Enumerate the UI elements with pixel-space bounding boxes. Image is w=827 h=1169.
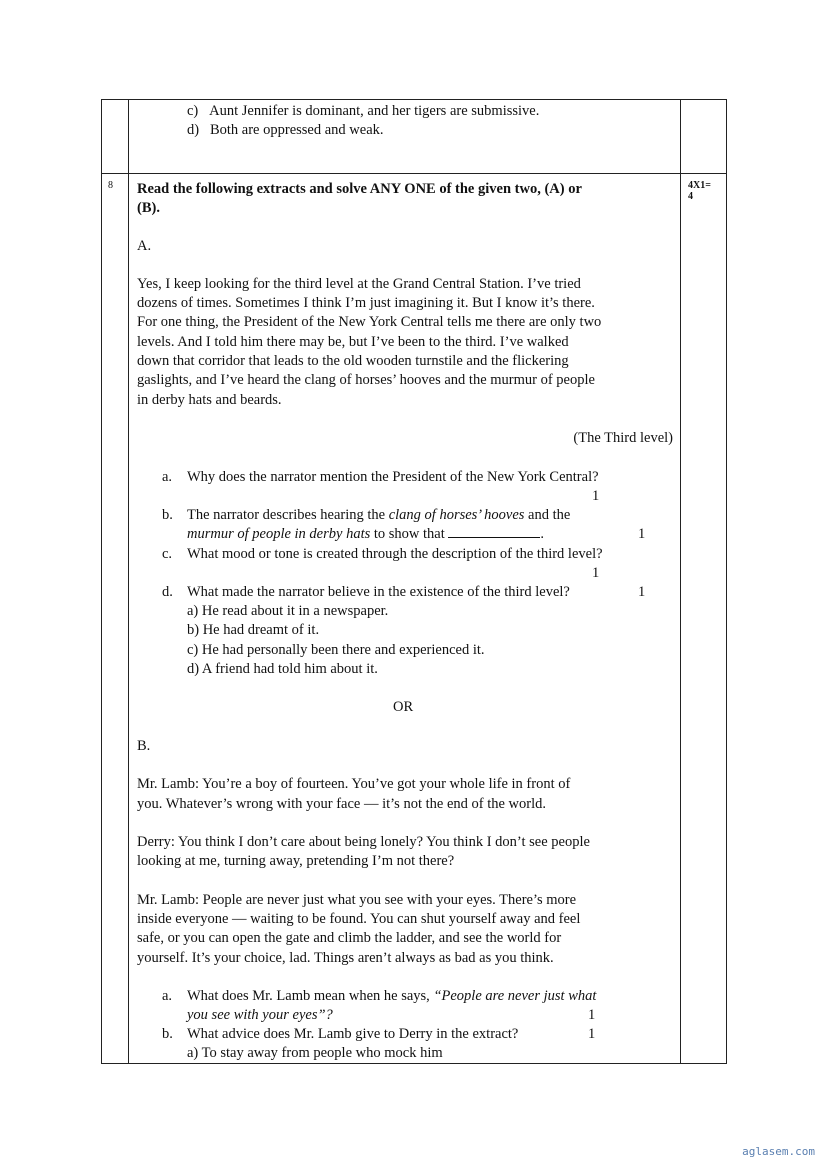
answer-blank[interactable]: [448, 525, 540, 538]
section-b-label: B.: [137, 738, 151, 754]
dialogue-line: inside everyone — waiting to be found. You can shut yourself away and feel: [137, 911, 581, 927]
dialogue-line: yourself. It’s your choice, lad. Things aren’t always as bad as you think.: [137, 950, 554, 966]
passage-a-line: dozens of times. Sometimes I think I’m just imagining it. But I know it’s there.: [137, 295, 595, 311]
table-border-right: [726, 99, 727, 1064]
dialogue-line: Mr. Lamb: You’re a boy of fourteen. You’ve got your whole life in front of: [137, 776, 571, 792]
qa-d-option: b) He had dreamt of it.: [187, 622, 320, 638]
source-citation: (The Third level): [573, 430, 673, 446]
qa-b-letter: b.: [162, 507, 173, 523]
qb-a-mark: 1: [588, 1007, 596, 1023]
qa-b-mark: 1: [638, 526, 646, 542]
passage-a-line: in derby hats and beards.: [137, 392, 282, 408]
qa-a-mark: 1: [592, 488, 600, 504]
passage-a-line: levels. And I told him there may be, but I’ve been to the third. I’ve walked: [137, 334, 569, 350]
qa-d-option: d) A friend had told him about it.: [187, 661, 378, 677]
qb-b-option: a) To stay away from people who mock him: [187, 1045, 443, 1061]
qa-a-text: Why does the narrator mention the President of the New York Central?: [187, 469, 599, 485]
table-border-left: [101, 99, 102, 1064]
question-heading-line2: (B).: [137, 200, 160, 216]
table-border-top: [101, 99, 727, 100]
passage-a-line: Yes, I keep looking for the third level at the Grand Central Station. I’ve tried: [137, 276, 581, 292]
dialogue-line: looking at me, turning away, pretending I’m not there?: [137, 853, 455, 869]
qa-d-option: c) He had personally been there and experienced it.: [187, 642, 485, 658]
passage-a-line: gaslights, and I’ve heard the clang of horses’ hooves and the murmur of people: [137, 372, 595, 388]
qa-b-text-line2: murmur of people in derby hats to show that .: [187, 526, 545, 542]
qa-d-option: a) He read about it in a newspaper.: [187, 603, 389, 619]
marks-label: 4X1= 4: [688, 180, 711, 202]
qb-a-letter: a.: [162, 988, 173, 1004]
dialogue-line: you. Whatever’s wrong with your face — it’s not the end of the world.: [137, 796, 546, 812]
prev-option-d: d) Both are oppressed and weak.: [187, 122, 384, 138]
question-number: 8: [108, 180, 113, 191]
qa-d-mark: 1: [638, 584, 646, 600]
dialogue-line: Derry: You think I don’t care about being lonely? You think I don’t see people: [137, 834, 590, 850]
qb-a-text: What does Mr. Lamb mean when he says, “People are never just what: [187, 988, 597, 1004]
qb-b-text: What advice does Mr. Lamb give to Derry in the extract?: [187, 1026, 519, 1042]
passage-a-line: down that corridor that leads to the old wooden turnstile and the flickering: [137, 353, 569, 369]
passage-a-line: For one thing, the President of the New York Central tells me there are only two: [137, 314, 602, 330]
row-divider: [101, 173, 727, 174]
qb-b-mark: 1: [588, 1026, 596, 1042]
watermark[interactable]: aglasem.com: [742, 1145, 815, 1158]
qa-c-mark: 1: [592, 565, 600, 581]
qa-a-letter: a.: [162, 469, 173, 485]
qa-c-text: What mood or tone is created through the description of the third level?: [187, 546, 603, 562]
qa-b-text-line1: The narrator describes hearing the clang of horses’ hooves and the: [187, 507, 571, 523]
dialogue-line: Mr. Lamb: People are never just what you see with your eyes. There’s more: [137, 892, 577, 908]
qa-d-text: What made the narrator believe in the existence of the third level?: [187, 584, 570, 600]
or-separator: OR: [393, 699, 414, 715]
section-a-label: A.: [137, 238, 152, 254]
dialogue-line: safe, or you can open the gate and climb the ladder, and see the world for: [137, 930, 562, 946]
prev-option-c: c) Aunt Jennifer is dominant, and her tigers are submissive.: [187, 103, 540, 119]
column-divider-marks: [680, 99, 681, 1064]
column-divider-number: [128, 99, 129, 1064]
qb-a-quote: you see with your eyes”?: [187, 1007, 333, 1023]
qb-b-letter: b.: [162, 1026, 173, 1042]
question-heading-line1: Read the following extracts and solve ANY ONE of the given two, (A) or: [137, 181, 582, 197]
qa-c-letter: c.: [162, 546, 173, 562]
qa-d-letter: d.: [162, 584, 173, 600]
